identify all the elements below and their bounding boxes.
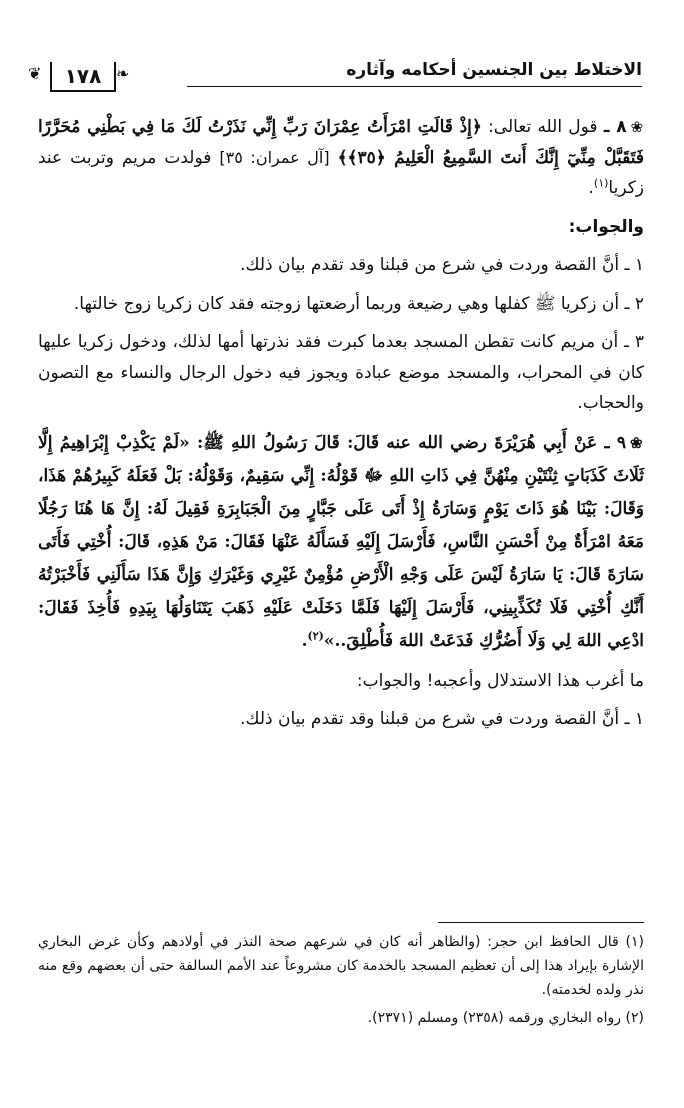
page-header: [22, 54, 642, 94]
answer-point: ١ ـ أنَّ القصة وردت في شرع من قبلنا وقد تقدم بيان ذلك.: [240, 255, 644, 275]
running-title: الاختلاط بين الجنسين أحكامه وآثاره: [346, 60, 642, 80]
ornament-icon: ❧: [116, 64, 130, 83]
footnote-ref[interactable]: (٢): [307, 628, 324, 642]
footnote-separator: [438, 922, 644, 923]
item-9: [38, 427, 644, 658]
footnote-ref[interactable]: (١): [593, 176, 609, 190]
main-text: [38, 112, 644, 743]
footnote: [38, 1006, 644, 1030]
hadith-text: عَنْ أَبِي هُرَيْرَةَ رضي الله عنه قَالَ: قَالَ رَسُولُ اللهِ ﷺ: «لَمْ يَكْذِبْ إِبْرَاهِيمُ إِلَّا ثَلَاثَ كَذَبَاتٍ ثِنْتَيْنِ مِنْهُنَّ فِي ذَاتِ اللهِ ﷻ قَوْلُهُ: إِنِّي سَقِيمٌ، وَقَوْلُهُ: بَلْ فَعَلَهُ كَبِيرُهُمْ هَذَا، وَقَالَ: بَيْنَا هُوَ ذَاتَ يَوْمٍ وَسَارَةُ إِذْ أَتَى عَلَى جَبَّارٍ مِنَ الْجَبَابِرَةِ فَقِيلَ لَهُ: إِنَّ هَا هُنَا رَجُلًا مَعَهُ امْرَأَةٌ مِنْ أَحْسَنِ النَّاسِ، فَأَرْسَلَ إِلَيْهِ فَسَأَلَهُ عَنْهَا فَقَالَ: مَنْ هَذِهِ، قَالَ: أُخْتِي فَأَتَى سَارَةَ قَالَ: يَا سَارَةُ لَيْسَ عَلَى وَجْهِ الْأَرْضِ مُؤْمِنٌ غَيْرِي وَغَيْرَكِ وَإِنَّ هَذَا سَأَلَنِي فَأَخْبَرْتُهُ أَنَّكِ أُخْتِي فَلَا تُكَذِّبِينِي، فَأَرْسَلَ إِلَيْهَا فَلَمَّا دَخَلَتْ عَلَيْهِ ذَهَبَ يَتَنَاوَلُهَا بِيَدِهِ فَأُخِذَ فَقَالَ: ادْعِي اللهَ لِي وَلَا أَضُرُّكِ فَدَعَتْ اللهَ فَأُطْلِقَ..»: [38, 432, 644, 651]
footnote-text: قال الحافظ ابن حجر: (والظاهر أنه كان في شرعهم صحة النذر في أولادهم وكأن غرض البخاري الإشارة بإيراد هذا إلى أن تعظيم المسجد بالخدمة كان مشروعاً عند الأمم السالفة حتى أن بعضهم وقع منه نذر ولده لخدمته).: [38, 934, 644, 998]
ornament-icon: ❦: [28, 64, 42, 83]
footnote: [38, 930, 644, 1002]
footnote-label: (٢): [625, 1010, 644, 1026]
punctuation: .: [301, 630, 308, 651]
answer-heading: والجواب:: [568, 216, 644, 237]
footnotes: [38, 930, 644, 1034]
bullet-icon: ❀: [629, 433, 644, 452]
item-number: ٨ ـ: [603, 117, 627, 137]
item-text: فولدت مريم وتربت عند زكريا: [38, 147, 644, 198]
question: ما أغرب هذا الاستدلال وأعجبه! والجواب:: [356, 670, 644, 691]
item-intro: قول الله تعالى:: [488, 117, 598, 137]
punctuation: .: [588, 178, 594, 198]
bullet-icon: ❀: [630, 118, 645, 136]
item-8: [38, 112, 644, 204]
answer-point: ٣ ـ أن مريم كانت تقطن المسجد بعدما كبرت فقد نذرتها أمها لذلك، ودخول زكريا عليها كان في المحراب، والمسجد موضع عبادة ويجوز فيه دخول الرجال والنساء مع التصون والحجاب.: [38, 332, 644, 413]
item-number: ٩ ـ: [604, 432, 626, 453]
answer-point: ١ ـ أنَّ القصة وردت في شرع من قبلنا وقد تقدم بيان ذلك.: [240, 709, 644, 729]
page-number-box: [22, 54, 140, 94]
quran-verse: ﴿إِذْ قَالَتِ امْرَأَتُ عِمْرَانَ رَبِّ إِنِّي نَذَرْتُ لَكَ مَا فِي بَطْنِي مُحَرَّرًا فَتَقَبَّلْ مِنِّيٓ إِنَّكَ أَنتَ السَّمِيعُ الْعَلِيمُ ﴿٣٥﴾﴾: [38, 117, 645, 168]
footnote-label: (١): [625, 934, 644, 950]
page-number: ١٧٨: [50, 62, 116, 92]
header-rule: [187, 86, 642, 87]
verse-reference: [آل عمران: ٣٥]: [219, 147, 330, 167]
footnote-text: رواه البخاري ورقمه (٢٣٥٨) ومسلم (٢٣٧١).: [367, 1010, 622, 1026]
answer-point: ٢ ـ أن زكريا ﷺ كفلها وهي رضيعة وربما أرضعتها زوجته فقد كان زكريا زوج خالتها.: [73, 293, 644, 314]
